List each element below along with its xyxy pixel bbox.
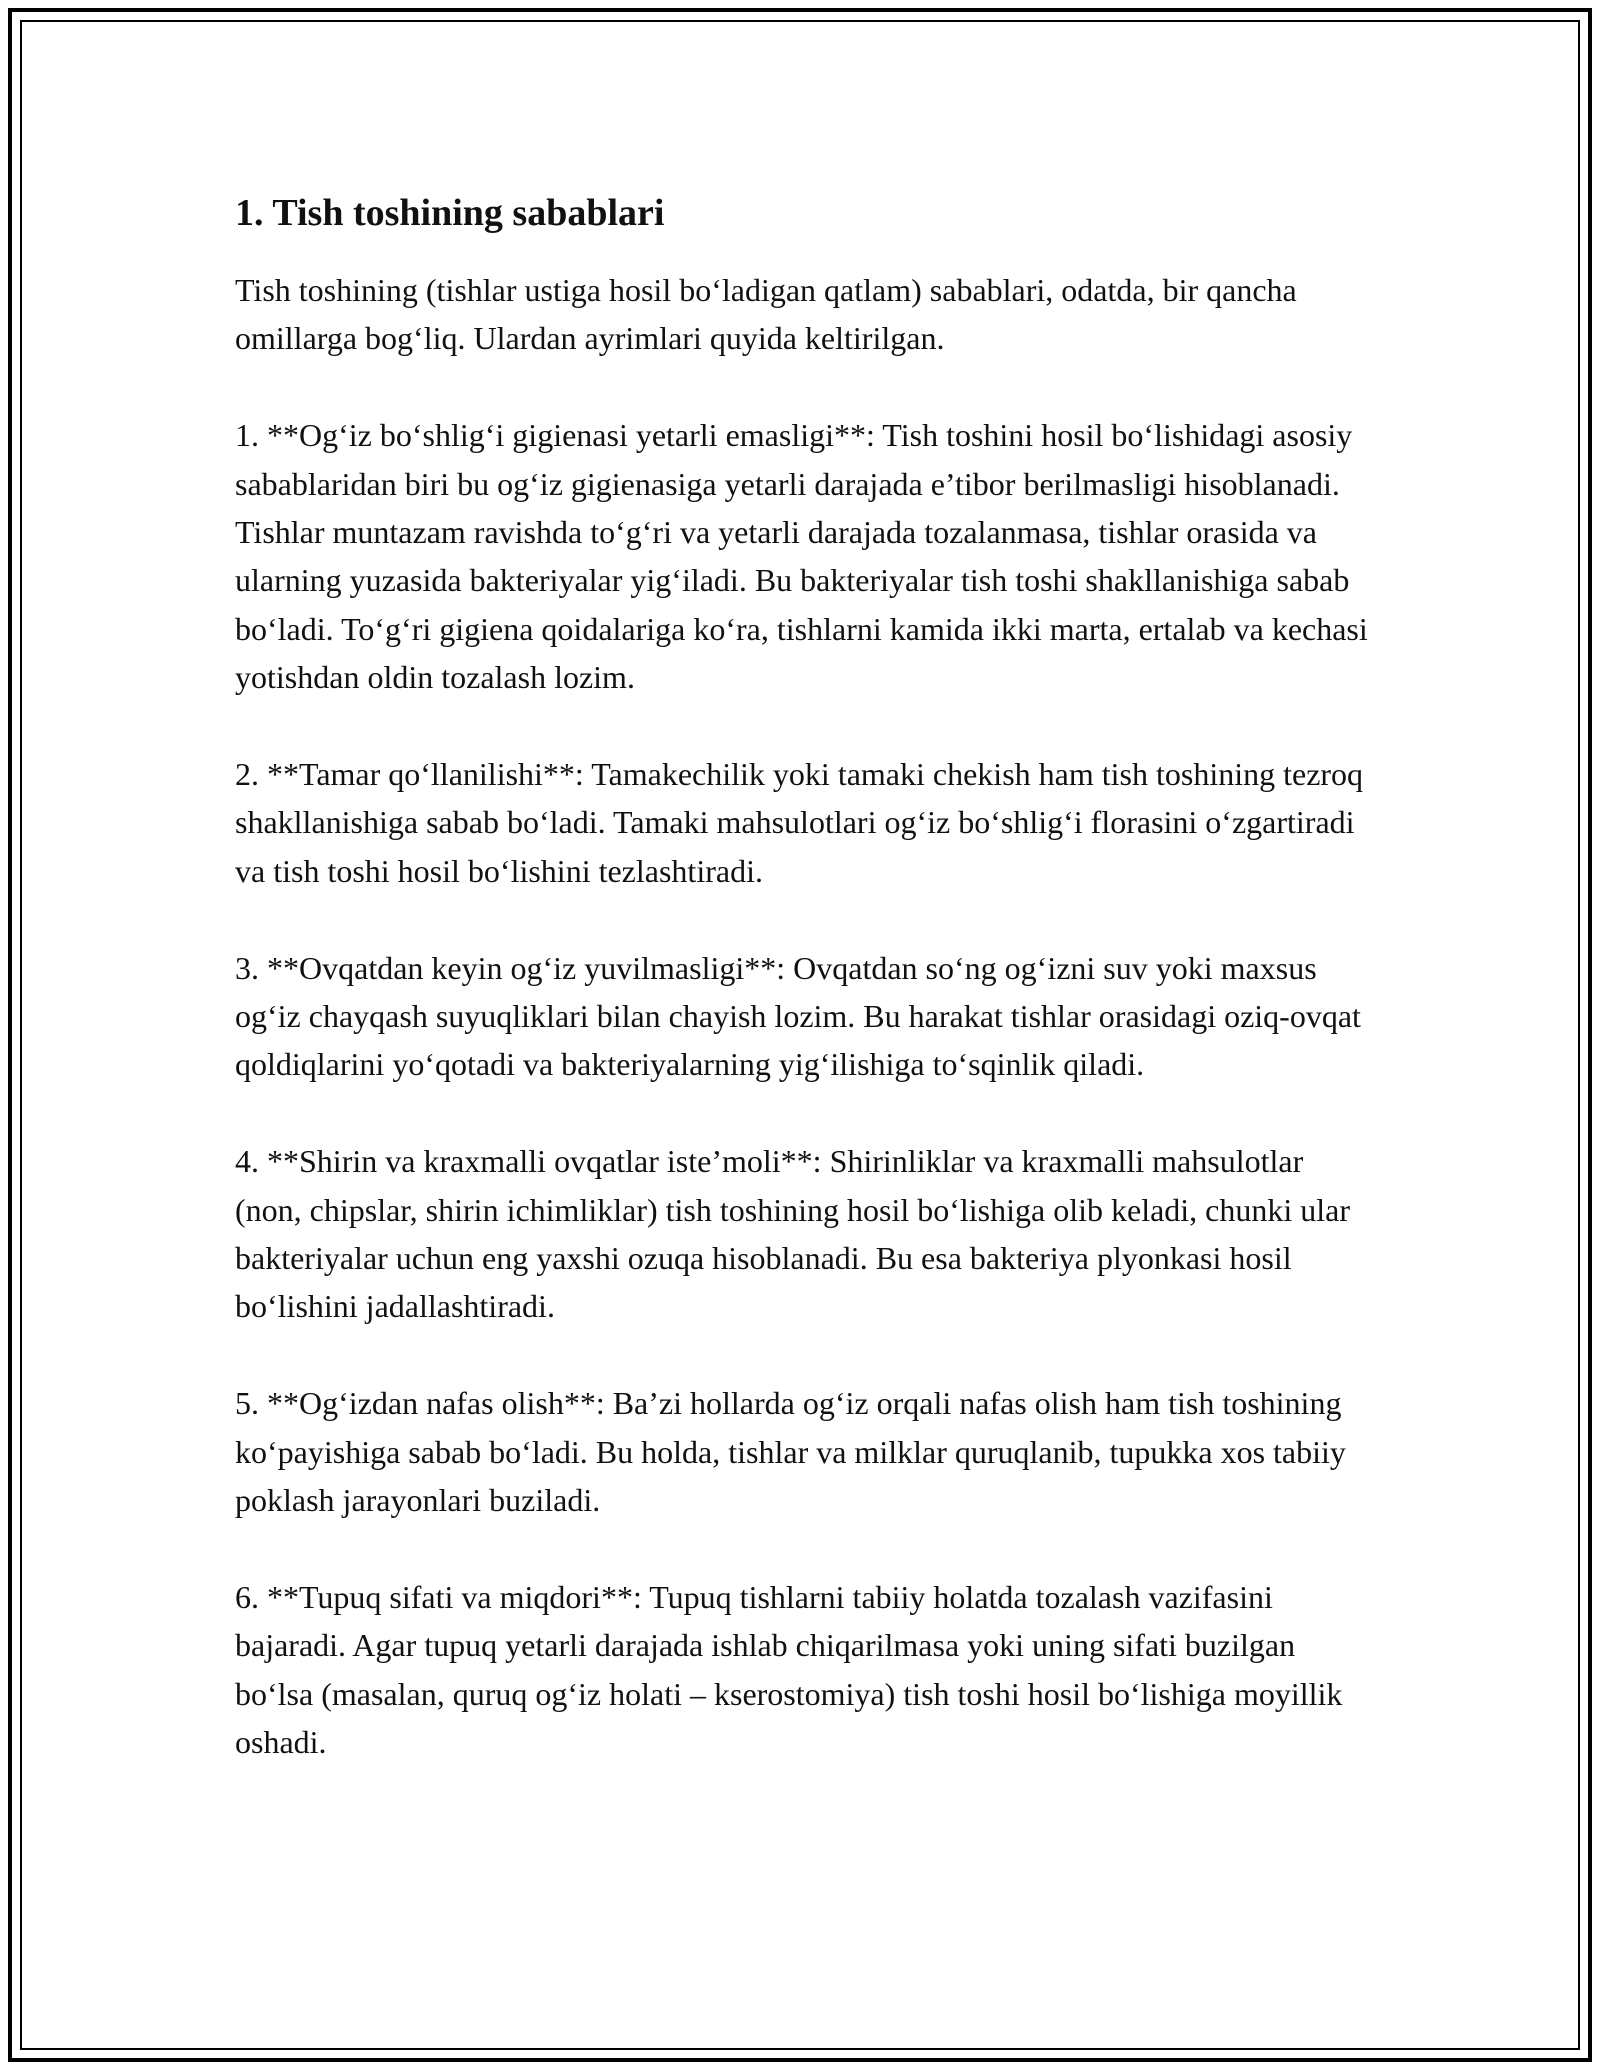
- document-body: [235, 186, 1375, 1815]
- cause-sweet-starchy-food-paragraph: 4. **Shirin va kraxmalli ovqatlar iste’moli**: Shirinliklar va kraxmalli mahsulotlar (non, chipslar, shirin ichimliklar) tish toshining hosil bo‘lishiga olib keladi, chunki ular bakteriyalar uchun eng yaxshi ozuqa hisoblanadi. Bu esa bakteriya plyonkasi hosil bo‘lishini jadallashtiradi.: [235, 1143, 1351, 1325]
- cause-tobacco-paragraph: 2. **Tamar qo‘llanilishi**: Tamakechilik yoki tamaki chekish ham tish toshining tezroq shakllanishiga sabab bo‘ladi. Tamaki mahsulotlari og‘iz bo‘shlig‘i florasini o‘zgartiradi va tish toshi hosil bo‘lishini tezlashtiradi.: [235, 756, 1364, 889]
- intro-paragraph: Tish toshining (tishlar ustiga hosil bo‘ladigan qatlam) sabablari, odatda, bir qancha omillarga bog‘liq. Ulardan ayrimlari quyida keltirilgan.: [235, 272, 1297, 357]
- cause-mouth-breathing-paragraph: 5. **Og‘izdan nafas olish**: Ba’zi hollarda og‘iz orqali nafas olish ham tish toshining ko‘payishiga sabab bo‘ladi. Bu holda, tishlar va milklar quruqlanib, tupukka xos tabiiy poklash jarayonlari buziladi.: [235, 1385, 1346, 1519]
- cause-no-rinsing-paragraph: 3. **Ovqatdan keyin og‘iz yuvilmasligi**: Ovqatdan so‘ng og‘izni suv yoki maxsus og‘iz chayqash suyuqliklari bilan chayish lozim. Bu harakat tishlar orasidagi oziq-ovqat qoldiqlarini yo‘qotadi va bakteriyalarning yig‘ilishiga to‘sqinlik qiladi.: [235, 949, 1361, 1083]
- cause-oral-hygiene-paragraph: 1. **Og‘iz bo‘shlig‘i gigienasi yetarli emasligi**: Tish toshini hosil bo‘lishidagi asosiy sabablaridan biri bu og‘iz gigienasiga yetarli darajada e’tibor berilmasligi hisoblanadi. Tishlar muntazam ravishda to‘g‘ri va yetarli darajada tozalanmasa, tishlar orasida va ularning yuzasida bakteriyalar yig‘iladi. Bu bakteriyalar tish toshi shakllanishiga sabab bo‘ladi. To‘g‘ri gigiena qoidalariga ko‘ra, tishlarni kamida ikki marta, ertalab va kechasi yotishdan oldin tozalash lozim.: [235, 417, 1368, 696]
- section-heading: 1. Tish toshining sabablari: [235, 192, 665, 234]
- cause-saliva-paragraph: 6. **Tupuq sifati va miqdori**: Tupuq tishlarni tabiiy holatda tozalash vazifasini bajaradi. Agar tupuq yetarli darajada ishlab chiqarilmasa yoki uning sifati buzilgan bo‘lsa (masalan, quruq og‘iz holati – kserostomiya) tish toshi hosil bo‘lishiga moyillik oshadi.: [235, 1578, 1343, 1761]
